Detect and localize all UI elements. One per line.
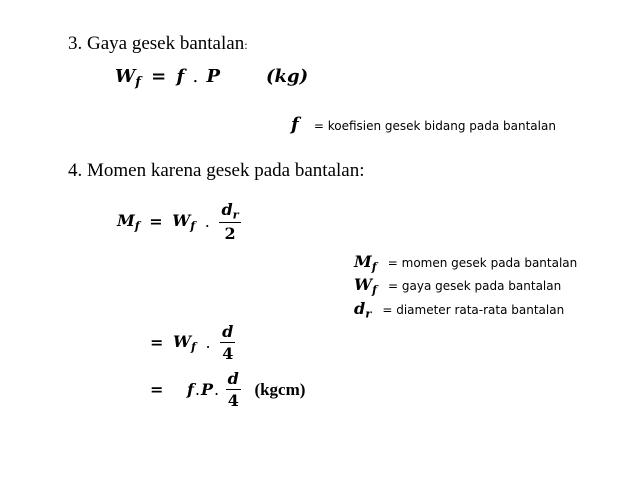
fraction-numerator: d: [222, 322, 234, 341]
item3-number: 3.: [68, 33, 83, 54]
formula-p: P: [200, 380, 213, 399]
fraction-denominator: 2: [224, 224, 236, 244]
item4-heading: [68, 160, 365, 182]
formula-dot: .: [194, 380, 200, 399]
formula-equals: =: [149, 212, 163, 232]
fraction-d-over-4: [220, 322, 235, 363]
formula-dot: .: [214, 380, 220, 399]
formula-equals: =: [150, 380, 164, 399]
definition-symbol: $M_f$: [354, 252, 377, 274]
item4-definition-2: [354, 275, 561, 296]
item4-formula-1: [117, 200, 241, 243]
definition-text: = momen gesek pada bantalan: [387, 256, 578, 270]
fraction-denominator: 4: [227, 391, 239, 410]
item3-definition: [291, 114, 556, 135]
item3-heading-text: Gaya gesek bantalan: [87, 33, 245, 54]
item4-definition-1: [354, 252, 577, 273]
item3-unit: (kg): [266, 66, 309, 87]
formula-p: P: [206, 66, 221, 87]
formula-wf: $W_f$: [172, 331, 196, 354]
formula-equals: =: [150, 333, 164, 352]
item4-formula-3: [150, 369, 305, 410]
definition-symbol: $d_r$: [354, 299, 372, 321]
item4-heading-text: Momen karena gesek pada bantalan:: [87, 160, 365, 181]
item3-formula: [115, 66, 220, 90]
formula-unit: (kgcm): [254, 379, 306, 399]
formula-wf: $W_f$: [172, 211, 196, 233]
formula-f: f: [186, 380, 194, 399]
formula-dot: .: [192, 66, 199, 87]
fraction-numerator: $d_r$: [221, 200, 239, 222]
item3-heading: [68, 33, 248, 55]
definition-symbol: f: [291, 114, 299, 135]
formula-f: f: [176, 66, 185, 87]
item4-definition-3: [354, 299, 564, 320]
definition-symbol: $W_f$: [354, 275, 377, 297]
item3-heading-colon: :: [244, 38, 248, 52]
fraction-numerator: d: [227, 369, 239, 388]
formula-mf: $M_f$: [117, 211, 140, 233]
formula-dot: .: [204, 212, 210, 232]
formula-equals: =: [151, 66, 167, 87]
formula-dot: .: [205, 333, 211, 352]
fraction-dr-over-2: [219, 200, 240, 243]
item4-formula-2: [150, 322, 235, 363]
definition-text: = gaya gesek pada bantalan: [388, 279, 562, 293]
definition-text: = diameter rata-rata bantalan: [382, 303, 565, 317]
item4-number: 4.: [68, 160, 83, 181]
fraction-denominator: 4: [222, 344, 234, 363]
definition-text: = koefisien gesek bidang pada bantalan: [313, 119, 556, 133]
formula-wf: $W_f$: [115, 66, 141, 90]
fraction-d-over-4: [226, 369, 241, 410]
